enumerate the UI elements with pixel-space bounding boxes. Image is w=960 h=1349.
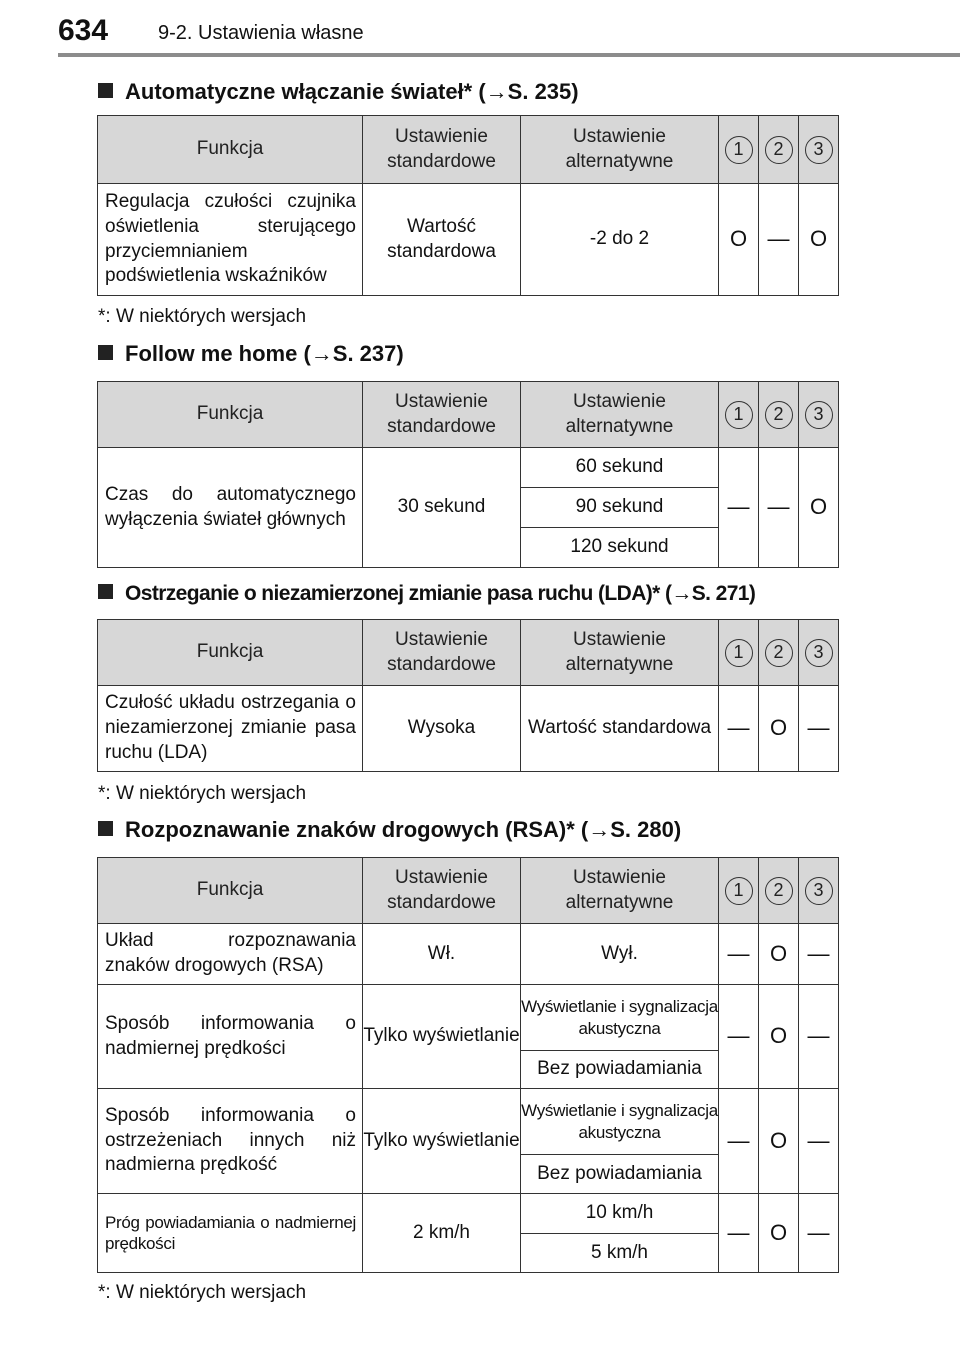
header-rule: [58, 53, 960, 57]
page-header: [0, 0, 960, 60]
mark-cell-2: —: [759, 448, 799, 568]
table-row: [98, 1194, 839, 1234]
settings-table-rsa: [97, 857, 839, 1273]
square-bullet-icon: [98, 345, 113, 360]
mark-cell-2: O: [759, 985, 799, 1089]
alternative-cell: Wyświetlanie i sygnalizacja akustyczna: [521, 1089, 719, 1155]
col-header-1: 1: [719, 858, 759, 924]
mark-cell-1: —: [719, 686, 759, 772]
col-header-function: Funkcja: [98, 858, 363, 924]
function-cell: Czas do automatycznego wyłączenia świateł głównych: [98, 448, 363, 568]
page-number: 634: [58, 14, 109, 47]
alternative-cell: Wyświetlanie i sygnalizacja akustyczna: [521, 985, 719, 1051]
col-header-default: Ustawienie standardowe: [363, 620, 521, 686]
mark-cell-3: —: [799, 1089, 839, 1194]
default-cell: 2 km/h: [363, 1194, 521, 1273]
alternative-cell: -2 do 2: [521, 184, 719, 296]
col-header-3: 3: [799, 620, 839, 686]
alternative-cell: Bez powiadamiania: [521, 1155, 719, 1194]
alternative-cell: 10 km/h: [521, 1194, 719, 1234]
col-header-function: Funkcja: [98, 116, 363, 184]
mark-cell-2: O: [759, 686, 799, 772]
table-row: [98, 184, 839, 296]
table-row: [98, 924, 839, 985]
table-header-row: [98, 620, 839, 686]
section-title-lda: Ostrzeganie o niezamierzonej zmianie pasa ruchu (LDA)* (→S. 271): [98, 582, 755, 606]
col-header-function: Funkcja: [98, 382, 363, 448]
col-header-2: 2: [759, 858, 799, 924]
alternative-cell: Wartość standardowa: [521, 686, 719, 772]
function-cell: Czułość układu ostrzegania o niezamierzonej zmianie pasa ruchu (LDA): [98, 686, 363, 772]
mark-cell-3: O: [799, 448, 839, 568]
alternative-cell: Wył.: [521, 924, 719, 985]
col-header-2: 2: [759, 116, 799, 184]
alternative-cell: 5 km/h: [521, 1234, 719, 1273]
col-header-alternative: Ustawienie alternatywne: [521, 116, 719, 184]
default-cell: Tylko wyświetlanie: [363, 985, 521, 1089]
alternative-cell: 90 sekund: [521, 488, 719, 528]
table-row: [98, 985, 839, 1051]
mark-cell-2: O: [759, 1089, 799, 1194]
col-header-3: 3: [799, 858, 839, 924]
section-title-follow-me-home: Follow me home (→S. 237): [98, 341, 404, 367]
mark-cell-2: O: [759, 924, 799, 985]
table-row: [98, 1089, 839, 1155]
col-header-3: 3: [799, 382, 839, 448]
mark-cell-3: —: [799, 924, 839, 985]
col-header-function: Funkcja: [98, 620, 363, 686]
footnote: *: W niektórych wersjach: [98, 306, 307, 327]
table-header-row: [98, 116, 839, 184]
square-bullet-icon: [98, 821, 113, 836]
settings-table-auto-lights: [97, 115, 839, 296]
default-cell: 30 sekund: [363, 448, 521, 568]
section-title-rsa: Rozpoznawanie znaków drogowych (RSA)* (→S. 280): [98, 817, 681, 843]
table-header-row: [98, 382, 839, 448]
function-cell: Próg powiadamiania o nadmiernej prędkości: [98, 1194, 363, 1273]
settings-table-follow-me-home: [97, 381, 839, 568]
mark-cell-3: —: [799, 985, 839, 1089]
footnote: *: W niektórych wersjach: [98, 783, 307, 804]
mark-cell-3: —: [799, 1194, 839, 1273]
mark-cell-3: —: [799, 686, 839, 772]
mark-cell-1: —: [719, 448, 759, 568]
mark-cell-1: —: [719, 1089, 759, 1194]
col-header-default: Ustawienie standardowe: [363, 116, 521, 184]
section-title-auto-lights: Automatyczne włączanie świateł* (→S. 235): [98, 79, 579, 105]
mark-cell-1: —: [719, 924, 759, 985]
col-header-1: 1: [719, 382, 759, 448]
alternative-cell: 60 sekund: [521, 448, 719, 488]
alternative-cell: Bez powiadamiania: [521, 1051, 719, 1089]
col-header-1: 1: [719, 620, 759, 686]
square-bullet-icon: [98, 83, 113, 98]
function-cell: Regulacja czułości czujnika oświetlenia sterującego przyciemnianiem podświetlenia wskaźników: [98, 184, 363, 296]
table-header-row: [98, 858, 839, 924]
table-row: [98, 686, 839, 772]
col-header-2: 2: [759, 620, 799, 686]
default-cell: Tylko wyświetlanie: [363, 1089, 521, 1194]
chapter-title: 9-2. Ustawienia własne: [158, 22, 364, 44]
default-cell: Wł.: [363, 924, 521, 985]
default-cell: Wysoka: [363, 686, 521, 772]
col-header-default: Ustawienie standardowe: [363, 382, 521, 448]
mark-cell-2: O: [759, 1194, 799, 1273]
square-bullet-icon: [98, 584, 113, 599]
default-cell: Wartość standardowa: [363, 184, 521, 296]
col-header-1: 1: [719, 116, 759, 184]
mark-cell-1: —: [719, 1194, 759, 1273]
mark-cell-2: —: [759, 184, 799, 296]
mark-cell-1: —: [719, 985, 759, 1089]
col-header-alternative: Ustawienie alternatywne: [521, 858, 719, 924]
col-header-3: 3: [799, 116, 839, 184]
col-header-alternative: Ustawienie alternatywne: [521, 382, 719, 448]
mark-cell-1: O: [719, 184, 759, 296]
col-header-alternative: Ustawienie alternatywne: [521, 620, 719, 686]
table-row: [98, 448, 839, 488]
function-cell: Sposób informowania o ostrzeżeniach innych niż nadmierna prędkość: [98, 1089, 363, 1194]
col-header-default: Ustawienie standardowe: [363, 858, 521, 924]
alternative-cell: 120 sekund: [521, 528, 719, 568]
mark-cell-3: O: [799, 184, 839, 296]
settings-table-lda: [97, 619, 839, 772]
function-cell: Sposób informowania o nadmiernej prędkości: [98, 985, 363, 1089]
footnote: *: W niektórych wersjach: [98, 1282, 307, 1303]
col-header-2: 2: [759, 382, 799, 448]
function-cell: Układ rozpoznawania znaków drogowych (RSA): [98, 924, 363, 985]
